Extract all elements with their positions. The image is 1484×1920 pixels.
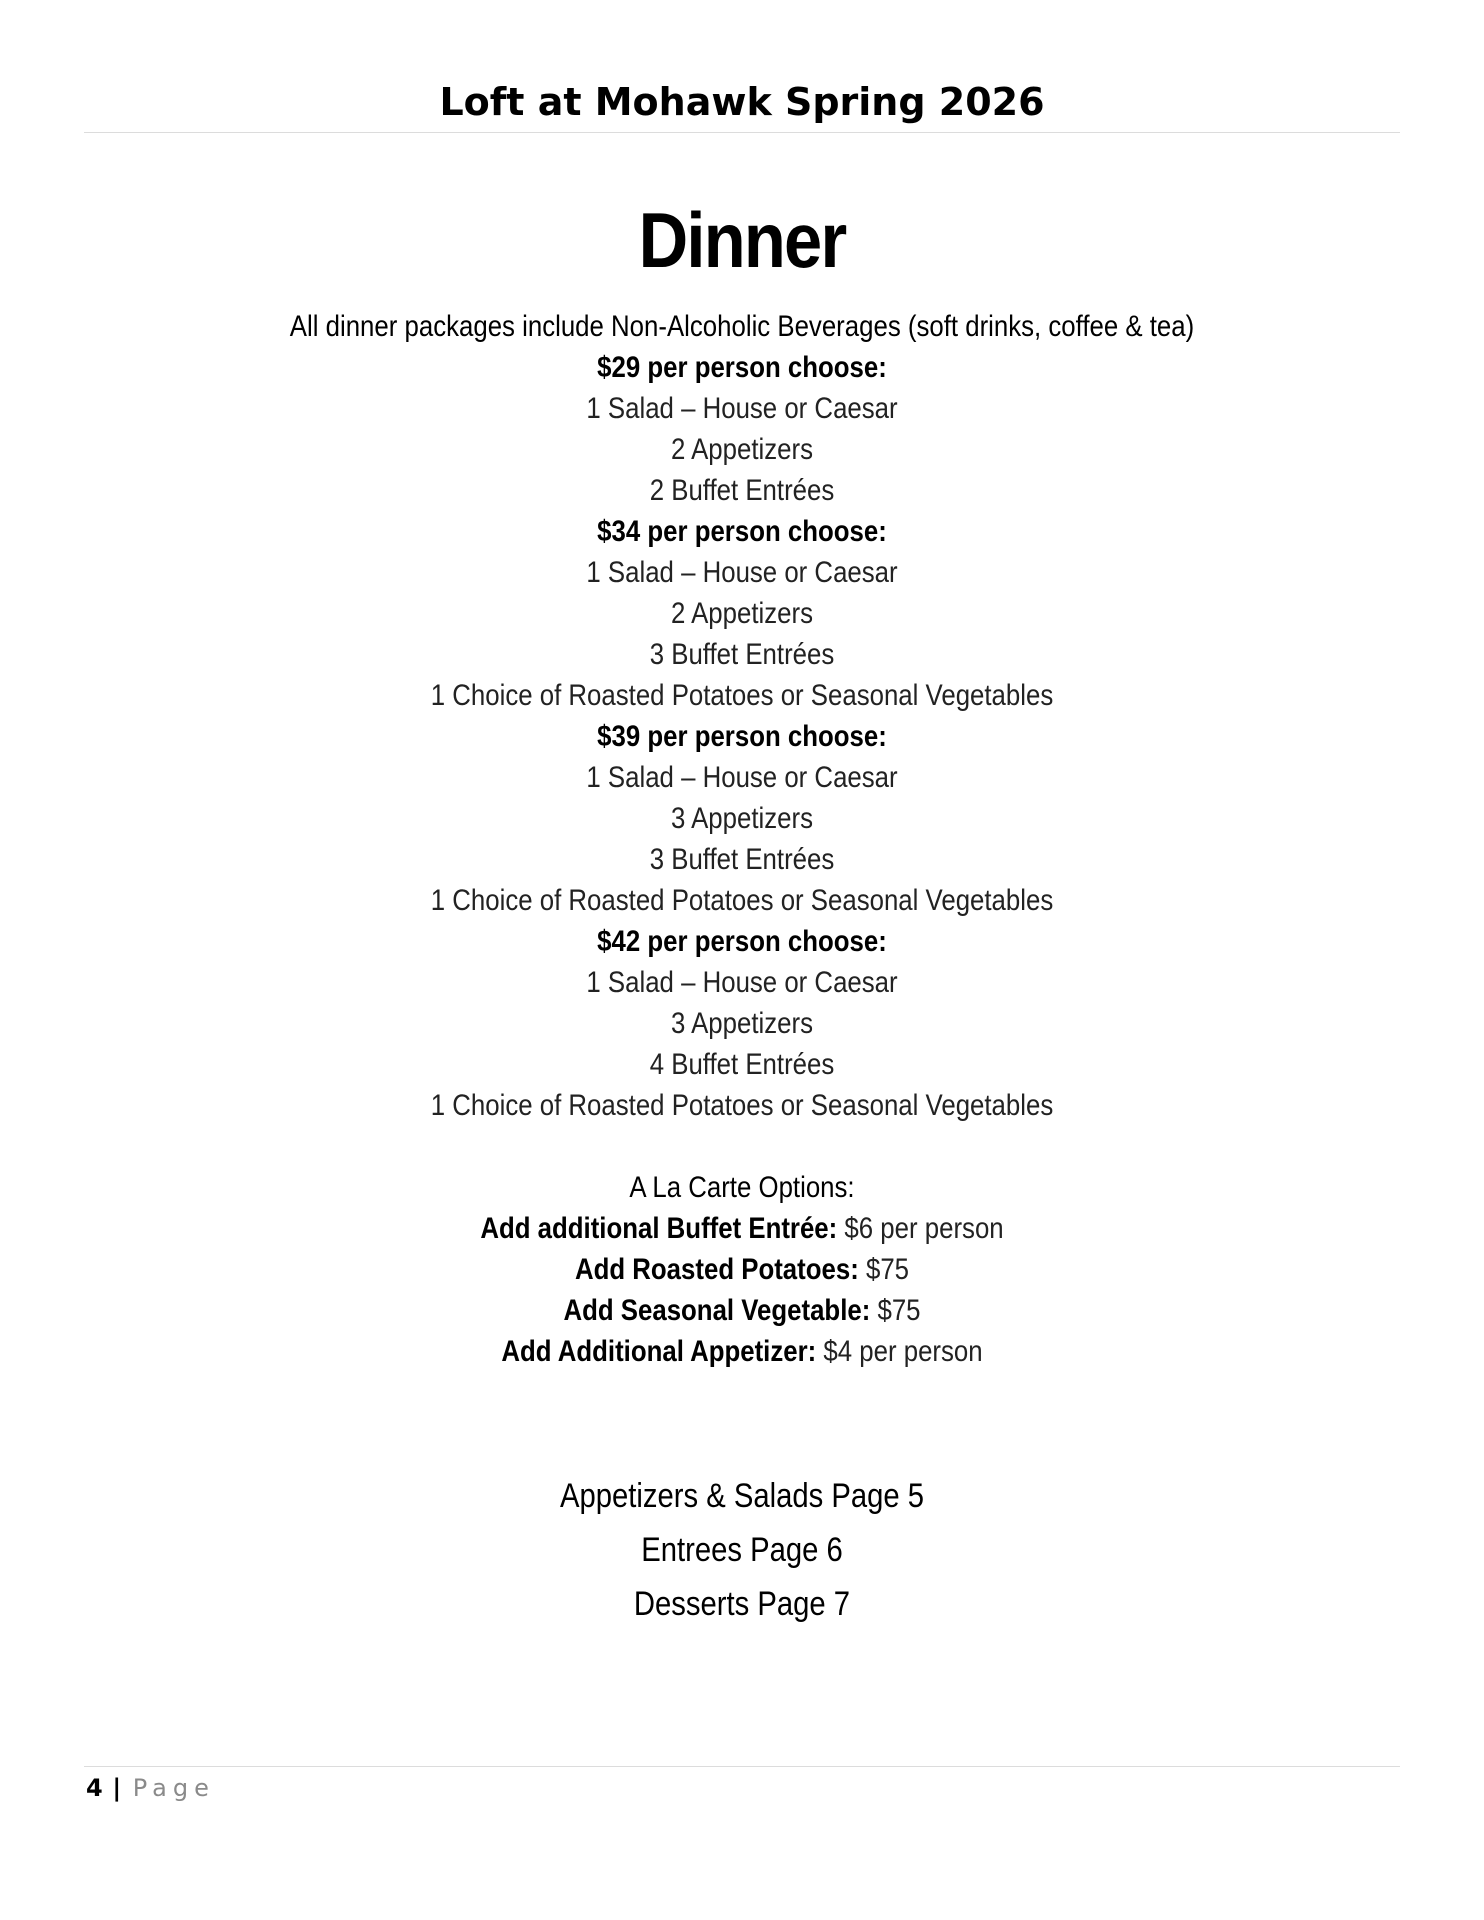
toc-entry: Appetizers & Salads Page 5 [559,1477,925,1515]
package-item: 1 Choice of Roasted Potatoes or Seasonal Vegetables [430,884,1054,917]
option-price: $4 per person [816,1335,983,1368]
footer-divider [84,1766,1400,1767]
option-label: Add Roasted Potatoes: [574,1253,859,1286]
section-title: Dinner [638,196,846,284]
package-42 [84,921,1400,1126]
option-label: Add additional Buffet Entrée: [480,1212,838,1245]
package-item: 1 Choice of Roasted Potatoes or Seasonal Vegetables [430,679,1054,712]
package-34 [84,511,1400,716]
package-39 [84,716,1400,921]
page-header-title: Loft at Mohawk Spring 2026 [439,80,1045,124]
package-item: 3 Buffet Entrées [649,843,835,876]
a-la-carte-option [176,1249,1308,1290]
package-item: 2 Buffet Entrées [649,474,835,507]
option-price: $6 per person [837,1212,1004,1245]
a-la-carte-option [176,1208,1308,1249]
a-la-carte-heading: A La Carte Options: [629,1171,855,1204]
a-la-carte-section [84,1167,1400,1372]
package-item: 2 Appetizers [670,433,813,466]
package-heading: $39 per person choose: [597,720,887,753]
option-price: $75 [870,1294,921,1327]
package-item: 1 Choice of Roasted Potatoes or Seasonal Vegetables [430,1089,1054,1122]
header-divider [84,132,1400,133]
package-item: 3 Appetizers [670,1007,813,1040]
package-item: 3 Buffet Entrées [649,638,835,671]
menu-content [84,180,1400,1631]
option-label: Add Seasonal Vegetable: [563,1294,871,1327]
package-item: 2 Appetizers [670,597,813,630]
page-number: 4 [86,1774,103,1802]
toc-entry: Desserts Page 7 [633,1585,851,1623]
package-item: 1 Salad – House or Caesar [586,761,898,794]
page-footer [86,1772,215,1804]
beverages-note: All dinner packages include Non-Alcoholic Beverages (soft drinks, coffee & tea) [289,310,1195,343]
spacer [84,1126,1400,1167]
package-item: 4 Buffet Entrées [649,1048,835,1081]
toc-entry: Entrees Page 6 [641,1531,843,1569]
package-item: 3 Appetizers [670,802,813,835]
package-heading: $42 per person choose: [597,925,887,958]
option-price: $75 [858,1253,910,1286]
page-label: Page [132,1774,215,1802]
package-item: 1 Salad – House or Caesar [586,392,898,425]
a-la-carte-option [176,1331,1308,1372]
page-references [84,1469,1400,1631]
a-la-carte-option [176,1290,1308,1331]
package-heading: $29 per person choose: [597,351,887,384]
footer-separator: | [112,1774,122,1802]
package-item: 1 Salad – House or Caesar [586,556,898,589]
package-item: 1 Salad – House or Caesar [586,966,898,999]
option-label: Add Additional Appetizer: [501,1335,817,1368]
package-29 [84,347,1400,511]
package-heading: $34 per person choose: [597,515,887,548]
